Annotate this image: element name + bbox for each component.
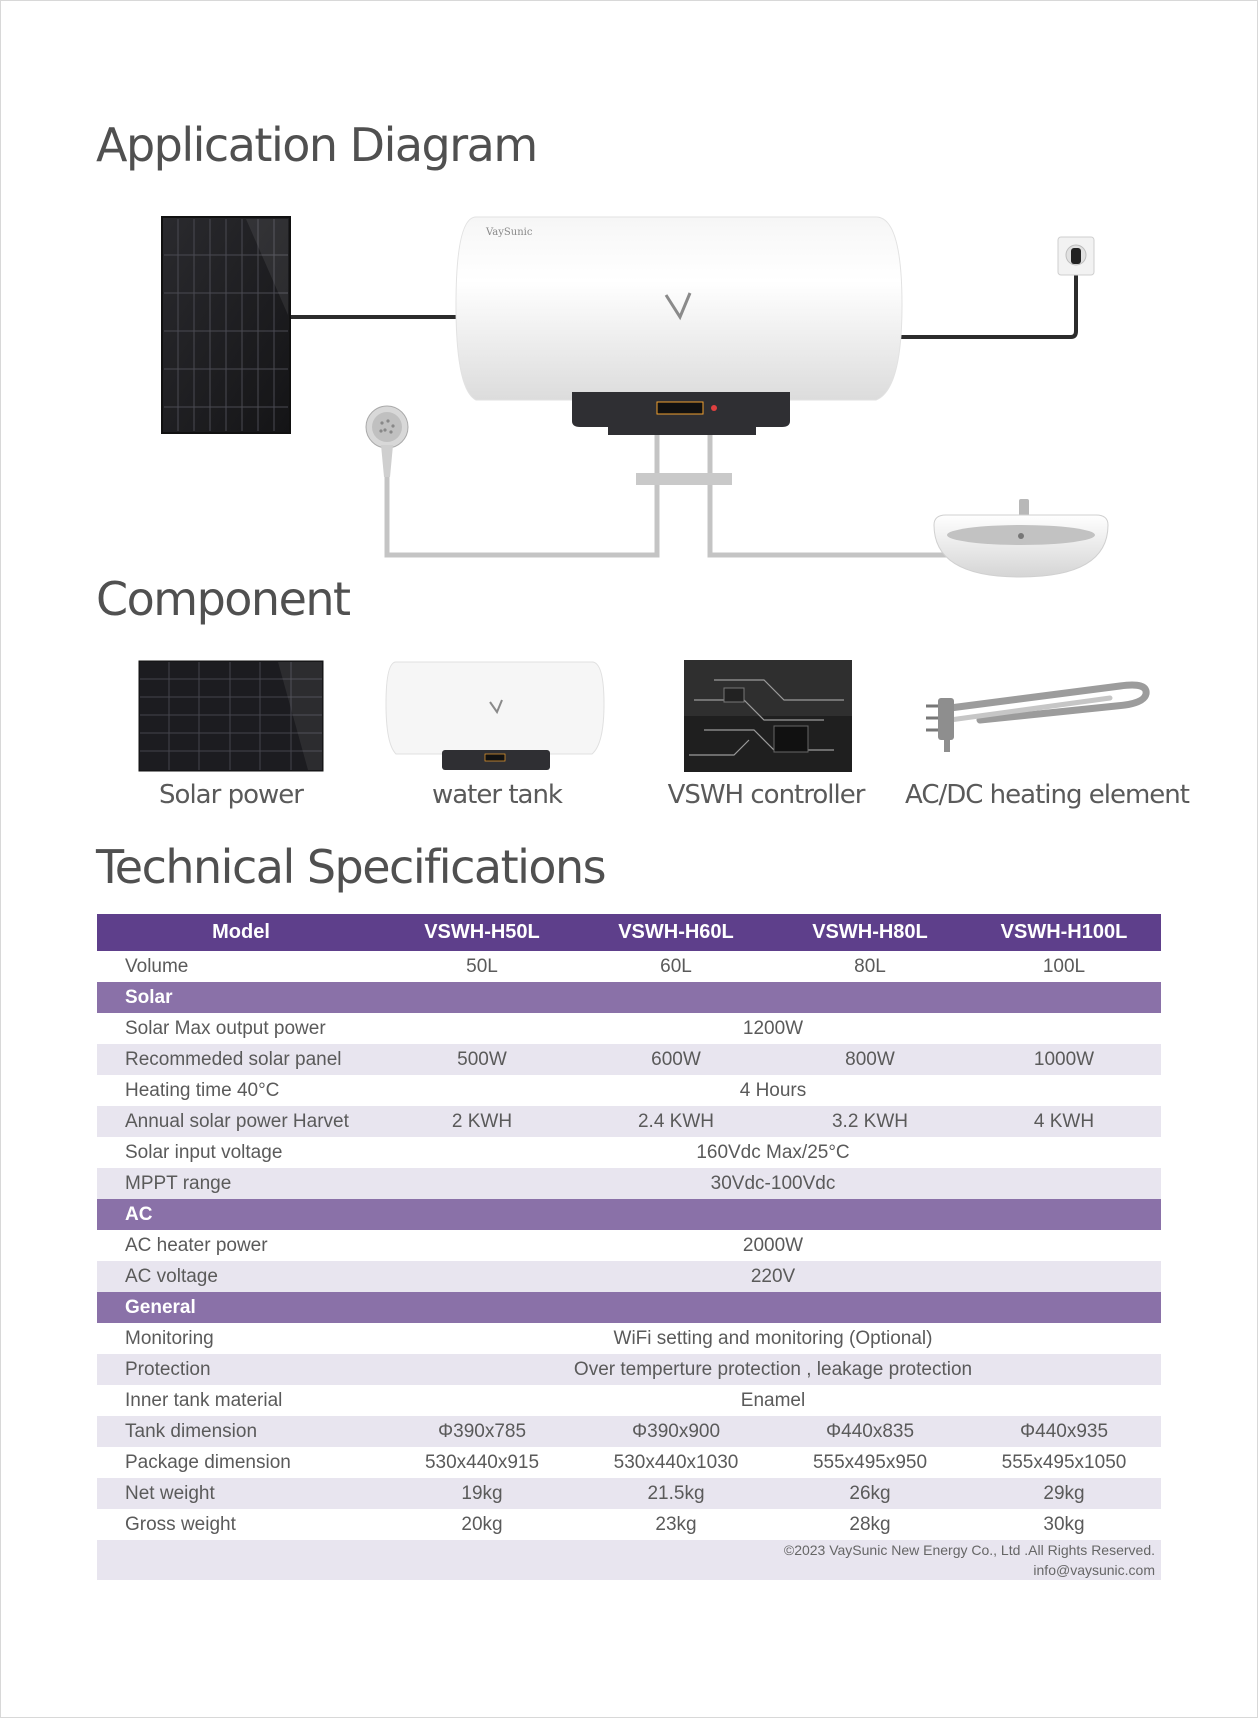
solar-panel-icon xyxy=(138,660,324,772)
table-row xyxy=(97,1168,1161,1199)
row-value: 100L xyxy=(1042,955,1086,977)
row-value: 555x495x1050 xyxy=(1001,1451,1127,1473)
table-row xyxy=(97,1354,1161,1385)
component-heading: Component xyxy=(96,572,350,626)
wall-socket-icon xyxy=(1058,237,1094,275)
table-row xyxy=(97,1137,1161,1168)
row-label: Recommeded solar panel xyxy=(97,1044,385,1075)
row-value: 1200W xyxy=(742,1017,804,1039)
row-value: 530x440x915 xyxy=(424,1451,540,1473)
row-value: Enamel xyxy=(740,1389,806,1411)
water-tank-icon xyxy=(456,217,902,435)
row-value: 4 KWH xyxy=(967,1106,1161,1137)
row-value: 20kg xyxy=(461,1513,503,1535)
svg-text:VaySunic: VaySunic xyxy=(486,227,533,238)
row-value: Φ440x935 xyxy=(967,1416,1161,1447)
row-label: Gross weight xyxy=(125,1513,236,1535)
row-value: 80L xyxy=(854,955,886,977)
section-row xyxy=(97,1292,1161,1323)
row-value: 530x440x1030 xyxy=(613,1451,739,1473)
table-row xyxy=(97,1385,1161,1416)
component-label-heating: AC/DC heating element xyxy=(905,780,1189,810)
circuit-board-icon xyxy=(684,660,852,772)
table-row xyxy=(97,1261,1161,1292)
section-row xyxy=(97,982,1161,1013)
application-diagram xyxy=(96,205,1166,585)
row-label: Heating time 40°C xyxy=(125,1079,280,1101)
valve-bracket xyxy=(636,473,732,485)
shower-head-icon xyxy=(366,406,408,477)
row-label: Monitoring xyxy=(125,1327,214,1349)
table-row xyxy=(97,1013,1161,1044)
component-label-controller: VSWH controller xyxy=(667,780,865,810)
spec-table xyxy=(97,914,1161,1580)
table-footer-row xyxy=(97,1540,1161,1580)
header-cell: VSWH-H80L xyxy=(773,914,967,951)
row-value: 2.4 KWH xyxy=(579,1106,773,1137)
table-row xyxy=(97,1230,1161,1261)
row-value: WiFi setting and monitoring (Optional) xyxy=(613,1327,933,1349)
row-value: Φ390x785 xyxy=(385,1416,579,1447)
row-label: Solar input voltage xyxy=(125,1141,283,1163)
heating-element-icon xyxy=(920,668,1152,768)
row-value: 50L xyxy=(466,955,498,977)
table-header-row xyxy=(97,914,1161,951)
table-row xyxy=(97,1447,1161,1478)
table-row xyxy=(97,951,1161,982)
row-label: AC heater power xyxy=(125,1234,268,1256)
header-cell: VSWH-H60L xyxy=(579,914,773,951)
row-value: Φ440x835 xyxy=(773,1416,967,1447)
row-label: MPPT range xyxy=(97,1168,385,1199)
section-label-general: General xyxy=(97,1292,1161,1323)
header-cell: VSWH-H50L xyxy=(385,914,579,951)
section-label-ac: AC xyxy=(97,1199,1161,1230)
row-value: 600W xyxy=(579,1044,773,1075)
row-label: Net weight xyxy=(97,1478,385,1509)
contact-email: info@vaysunic.com xyxy=(1033,1562,1155,1578)
row-label: Package dimension xyxy=(125,1451,291,1473)
row-value: 555x495x950 xyxy=(812,1451,928,1473)
hot-water-pipe xyxy=(387,435,657,555)
table-row xyxy=(97,1323,1161,1354)
row-value: 30Vdc-100Vdc xyxy=(385,1168,1161,1199)
row-value: 26kg xyxy=(773,1478,967,1509)
table-row xyxy=(97,1106,1161,1137)
table-row xyxy=(97,1416,1161,1447)
copyright-text: ©2023 VaySunic New Energy Co., Ltd .All Rights Reserved. xyxy=(783,1542,1155,1558)
row-value: Φ390x900 xyxy=(579,1416,773,1447)
component-label-solar: Solar power xyxy=(159,780,303,810)
cold-water-pipe xyxy=(710,435,956,555)
row-label: AC voltage xyxy=(97,1261,385,1292)
row-value: 28kg xyxy=(849,1513,891,1535)
row-value: 4 Hours xyxy=(739,1079,807,1101)
row-value: 23kg xyxy=(655,1513,697,1535)
row-value: 19kg xyxy=(385,1478,579,1509)
table-row xyxy=(97,1478,1161,1509)
section-row xyxy=(97,1199,1161,1230)
row-value: 29kg xyxy=(967,1478,1161,1509)
row-value: 30kg xyxy=(1043,1513,1085,1535)
section-label-solar: Solar xyxy=(97,982,1161,1013)
row-value: 2000W xyxy=(742,1234,804,1256)
water-tank-icon xyxy=(384,660,606,772)
row-value: 3.2 KWH xyxy=(773,1106,967,1137)
row-value: 21.5kg xyxy=(579,1478,773,1509)
row-label: Solar Max output power xyxy=(125,1017,326,1039)
row-label: Annual solar power Harvet xyxy=(97,1106,385,1137)
diagram-heading: Application Diagram xyxy=(96,118,537,172)
table-row xyxy=(97,1075,1161,1106)
row-label: Protection xyxy=(97,1354,385,1385)
component-label-tank: water tank xyxy=(431,780,562,810)
specs-heading: Technical Specifications xyxy=(96,840,606,894)
header-cell: VSWH-H100L xyxy=(967,914,1161,951)
header-cell: Model xyxy=(97,914,385,951)
row-value: Over temperture protection , leakage protection xyxy=(385,1354,1161,1385)
row-label: Inner tank material xyxy=(125,1389,283,1411)
row-value: 1000W xyxy=(967,1044,1161,1075)
sink-icon xyxy=(934,499,1108,577)
table-row xyxy=(97,1509,1161,1540)
row-value: 2 KWH xyxy=(385,1106,579,1137)
row-value: 500W xyxy=(385,1044,579,1075)
row-value: 60L xyxy=(660,955,692,977)
table-row xyxy=(97,1044,1161,1075)
solar-panel-icon xyxy=(162,217,290,433)
row-value: 800W xyxy=(773,1044,967,1075)
row-label: Volume xyxy=(125,955,189,977)
row-value: 160Vdc Max/25°C xyxy=(696,1141,850,1163)
footer-cell xyxy=(97,1540,1161,1580)
row-value: 220V xyxy=(385,1261,1161,1292)
ac-cable xyxy=(896,243,1076,337)
row-label: Tank dimension xyxy=(97,1416,385,1447)
